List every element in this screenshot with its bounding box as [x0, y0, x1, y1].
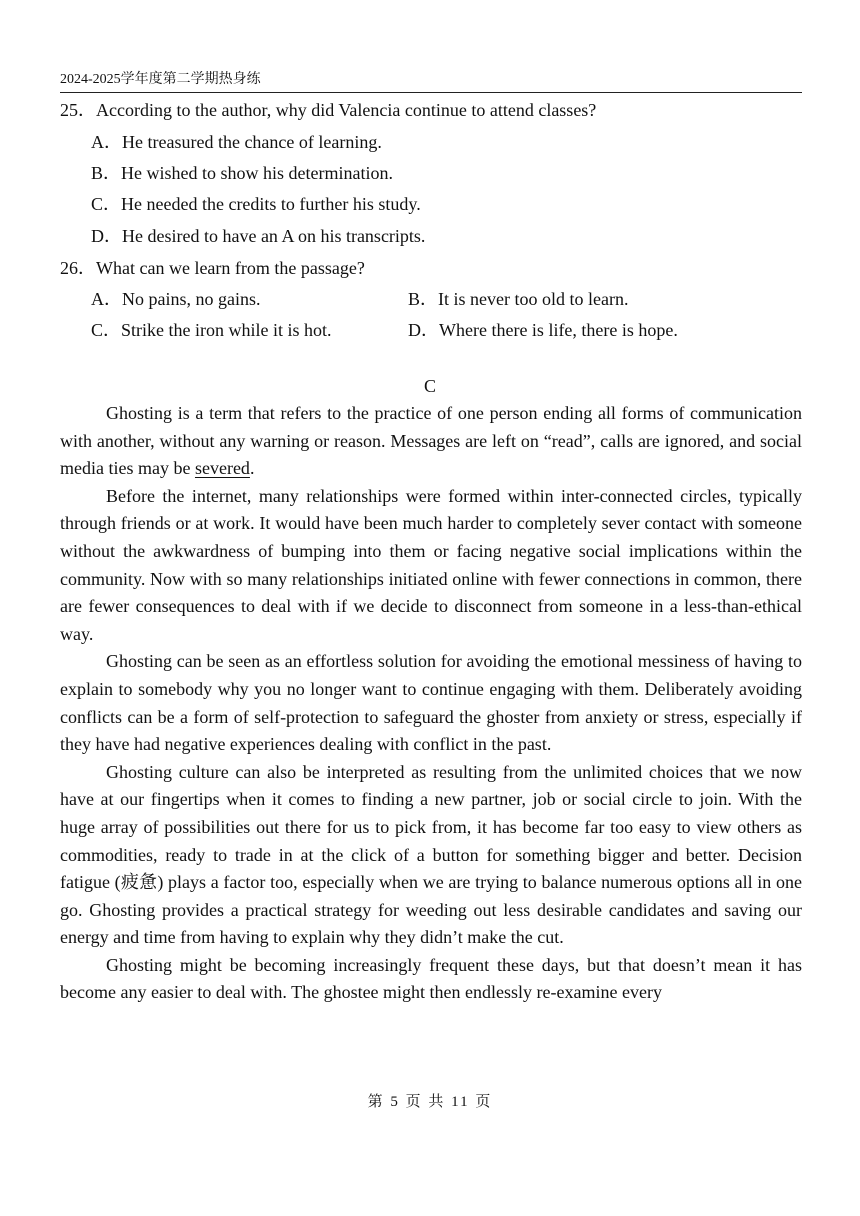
question-26-option-b: B．It is never too old to learn.	[408, 289, 629, 309]
question-25-option-b: B．He wished to show his determination.	[91, 163, 393, 183]
paragraph-4: Ghosting culture can also be interpreted as resulting from the unlimited choices that we now have at our fingertips when it comes to finding a new partner, job or social circle to join. With the huge array of possibilities out there for us to pick from, it has become far too easy to view others as commodities, ready to trade in at the click of a button for something bigger and better. Decision fatigue (疲惫) plays a factor too, especially when we are trying to balance numerous options all in one go. Ghosting provides a practical strategy for weeding out less desirable candidates and saving our energy and time from having to explain why they didn’t make the cut.	[60, 761, 802, 948]
question-25-stem: 25．According to the author, why did Valencia continue to attend classes?	[60, 100, 597, 120]
question-26-option-c: C．Strike the iron while it is hot.	[91, 320, 332, 340]
page-header: 2024-2025学年度第二学期热身练	[60, 70, 802, 93]
paragraph-1-text: Ghosting is a term that refers to the practice of one person ending all forms of communication with another, without any warning or reason. Messages are left on “read”, calls are ignored, and social media ties may be	[60, 403, 802, 479]
paragraph-1	[60, 400, 802, 483]
question-25-option-d: D．He desired to have an A on his transcripts.	[91, 226, 426, 246]
paragraph-1-end: .	[249, 458, 255, 479]
question-26-option-d: D．Where there is life, there is hope.	[408, 320, 678, 340]
paragraph-3: Ghosting can be seen as an effortless solution for avoiding the emotional messiness of having to explain to somebody why you no longer want to continue engaging with them. Deliberately avoiding conflicts can be a form of self-protection to safeguard the ghoster from anxiety or stress, especially if they have had negative experiences dealing with conflict in the past.	[60, 651, 802, 755]
question-26-stem: 26．What can we learn from the passage?	[60, 258, 365, 278]
question-25-option-c: C．He needed the credits to further his study.	[91, 194, 421, 214]
paragraph-2: Before the internet, many relationships were formed within inter-connected circles, typically through friends or at work. It would have been much harder to completely sever contact with someone without the awkwardness of bumping into them or facing negative social implications within the community. Now with so many relationships initiated online with fewer connections in common, there are fewer consequences to deal with if we decide to disconnect from someone in a less-than-ethical way.	[60, 485, 802, 644]
paragraph-5: Ghosting might be becoming increasingly frequent these days, but that doesn’t mean it has become any easier to deal with. The ghostee might then endlessly re-examine every	[60, 954, 802, 1003]
section-heading: C	[423, 376, 436, 396]
question-26-option-a: A．No pains, no gains.	[91, 289, 261, 309]
page-number: 第 5 页 共 11 页	[367, 1094, 493, 1110]
underlined-word: severed	[194, 458, 250, 479]
question-25-option-a: A．He treasured the chance of learning.	[91, 132, 382, 152]
reading-passage	[60, 400, 802, 1007]
